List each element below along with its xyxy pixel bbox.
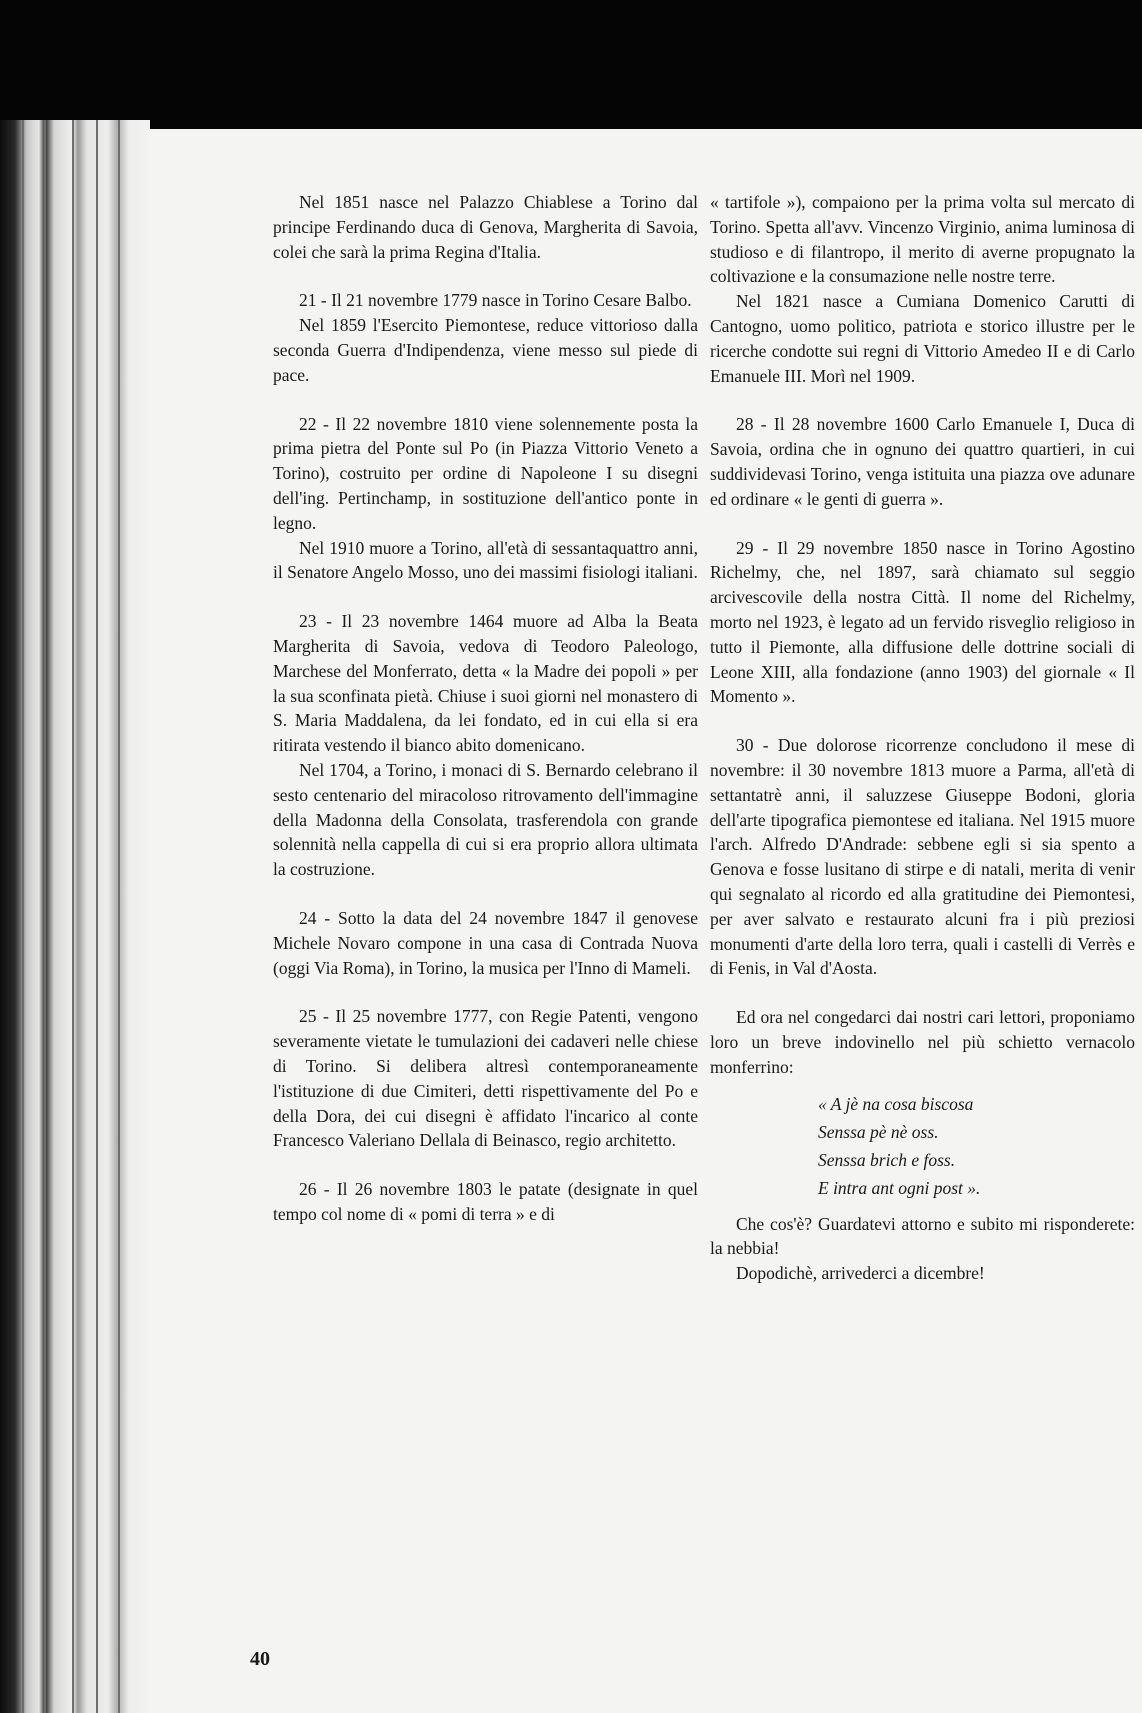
paragraph: Ed ora nel congedarci dai nostri cari lettori, proponiamo loro un breve indovinello nel più schietto vernacolo monferrino:	[710, 1007, 1135, 1077]
paragraph: Nel 1910 muore a Torino, all'età di sessantaquattro anni, il Senatore Angelo Mosso, uno dei massimi fisiologi italiani.	[273, 537, 698, 583]
paragraph: 29 - Il 29 novembre 1850 nasce in Torino Agostino Richelmy, che, nel 1897, sarà chiamato sul seggio arcivescovile della nostra Città. Il nome del Richelmy, morto nel 1923, è legato ad un fervido risveglio religioso in tutto il Piemonte, alla diffusione delle dottrine sociali di Leone XIII, alla fondazione (anno 1903) del giornale « Il Momento ».	[710, 537, 1135, 707]
paragraph: 30 - Due dolorose ricorrenze concludono il mese di novembre: il 30 novembre 1813 muore a Parma, all'età di settantatrè anni, il saluzzese Giuseppe Bodoni, gloria dell'arte tipografica piemontese ed italiana. Nel 1915 muore l'arch. Alfredo D'Andrade: sebbene egli si sia spento a Genova e fosse lusitano di stirpe e di natali, merita di venir qui segnalato al ricordo ed alla gratitudine dei Piemontesi, per aver salvato e restaurato alcuni fra i più preziosi monumenti d'arte della loro terra, quali i castelli di Verrès e di Fenis, in Val d'Aosta.	[710, 735, 1135, 979]
paragraph: Nel 1704, a Torino, i monaci di S. Bernardo celebrano il sesto centenario del miracoloso ritrovamento dell'immagine della Madonna della Consolata, trasferendola con grande solennità nella cappella di cui si era proprio allora ultimata la costruzione.	[273, 759, 698, 880]
paragraph: 23 - Il 23 novembre 1464 muore ad Alba la Beata Margherita di Savoia, vedova di Teodoro Paleologo, Marchese del Monferrato, detta « la Madre dei popoli » per la sua sconfinata pietà. Chiuse i suoi giorni nel monastero di S. Maria Maddalena, da lei fondato, ed in cui ella si era ritirata vestendo il bianco abito domenicano.	[273, 611, 698, 756]
right-column	[710, 190, 1135, 1286]
paragraph: 24 - Sotto la data del 24 novembre 1847 il genovese Michele Novaro compone in una casa di Contrada Nuova (oggi Via Roma), in Torino, la musica per l'Inno di Mameli.	[273, 907, 698, 978]
scan-top-border	[0, 0, 1142, 129]
poem-line: Senssa pè nè oss.	[818, 1121, 939, 1142]
paragraph: Che cos'è? Guardatevi attorno e subito mi risponderete: la nebbia!	[710, 1213, 1135, 1259]
paragraph: Nel 1851 nasce nel Palazzo Chiablese a Torino dal principe Ferdinando duca di Genova, Margherita di Savoia, colei che sarà la prima Regina d'Italia.	[273, 192, 698, 262]
poem-line: « A jè na cosa biscosa	[818, 1093, 974, 1114]
paragraph: Dopodichè, arrivederci a dicembre!	[736, 1263, 985, 1284]
poem-line: Senssa brich e foss.	[818, 1149, 956, 1170]
left-column	[273, 190, 698, 1227]
paragraph: Nel 1821 nasce a Cumiana Domenico Carutti di Cantogno, uomo politico, patriota e storico illustre per le ricerche condotte sui regni di Vittorio Amedeo II e di Carlo Emanuele III. Morì nel 1909.	[710, 291, 1135, 386]
paragraph: 22 - Il 22 novembre 1810 viene solennemente posta la prima pietra del Ponte sul Po (in Piazza Vittorio Veneto a Torino), costruito per ordine di Napoleone I su disegni dell'ing. Pertinchamp, in sostituzione dell'antico ponte in legno.	[273, 413, 698, 533]
paragraph: « tartifole »), compaiono per la prima volta sul mercato di Torino. Spetta all'avv. Vincenzo Virginio, anima luminosa di studioso e di filantropo, il merito di averne propugnato la coltivazione e la consumazione nelle nostre terre.	[710, 192, 1135, 287]
paragraph: 26 - Il 26 novembre 1803 le patate (designate in quel tempo col nome di « pomi di terra » e di	[273, 1179, 698, 1224]
book-spine-edge	[0, 120, 150, 1713]
paragraph: Nel 1859 l'Esercito Piemontese, reduce vittorioso dalla seconda Guerra d'Indipendenza, viene messo sul piede di pace.	[273, 315, 698, 385]
paragraph: 21 - Il 21 novembre 1779 nasce in Torino Cesare Balbo.	[299, 290, 692, 311]
poem-line: E intra ant ogni post ».	[818, 1177, 981, 1198]
paragraph: 28 - Il 28 novembre 1600 Carlo Emanuele I, Duca di Savoia, ordina che in ognuno dei quattro quartieri, in cui suddividevasi Torino, venga istituita una piazza ove adunare ed ordinare « le genti di guerra ».	[710, 414, 1135, 509]
paragraph: 25 - Il 25 novembre 1777, con Regie Patenti, vengono severamente vietate le tumulazioni dei cadaveri nelle chiese di Torino. Si delibera altresì contemporaneamente l'istituzione di due Cimiteri, detti rispettivamente del Po e della Dora, dei cui disegni è affidato l'incarico al conte Francesco Valeriano Dellala di Beinasco, regio architetto.	[273, 1006, 698, 1151]
riddle-poem	[818, 1090, 1135, 1202]
page-number: 40	[250, 1648, 270, 1670]
